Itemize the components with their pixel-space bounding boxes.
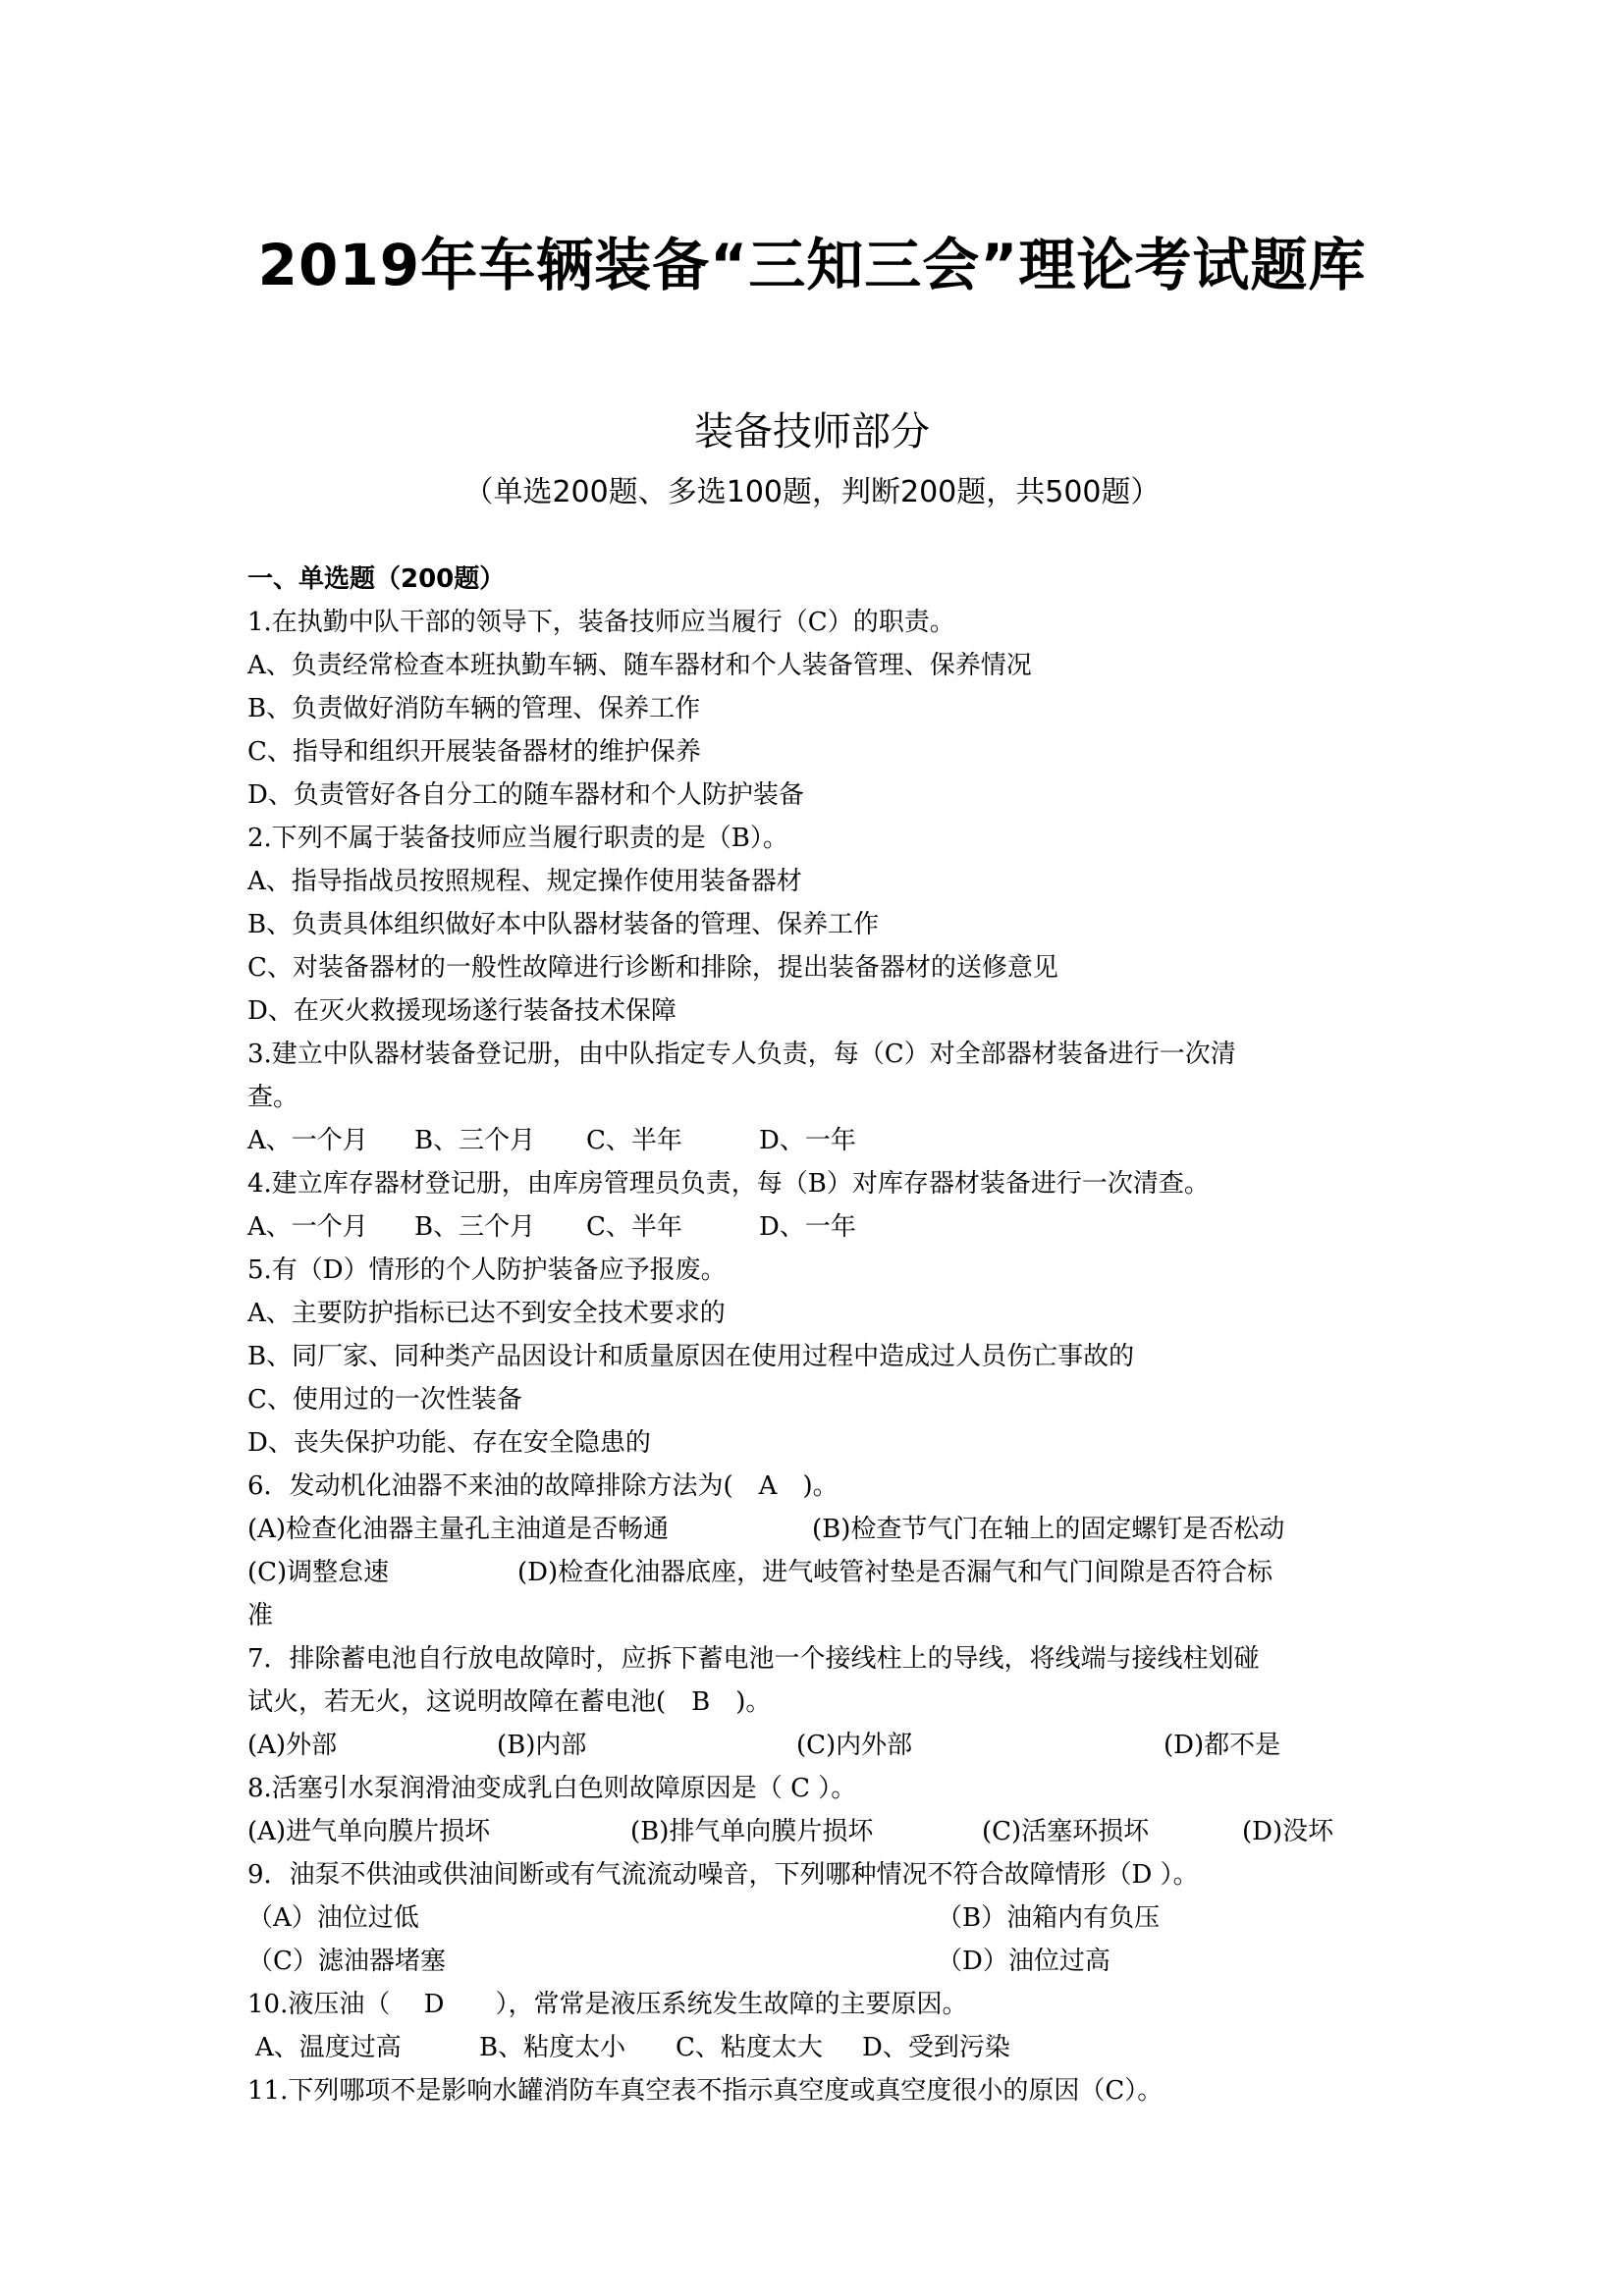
option-d: D、丧失保护功能、存在安全隐患的 [247, 1428, 651, 1458]
question-stem: 4.建立库存器材登记册，由库房管理员负责，每（B）对库存器材装备进行一次清查。 [247, 1169, 1210, 1199]
options-row [247, 1205, 1396, 1249]
question-stem: 11.下列哪项不是影响水罐消防车真空表不指示真空度或真空度很小的原因（C）。 [247, 2076, 1164, 2106]
option-c: （C）滤油器堵塞 [247, 1947, 446, 1976]
section-heading: 一、单选题（200题） [247, 564, 506, 594]
options-row [247, 1896, 1396, 1940]
option-c: C、粘度太大 [676, 2033, 823, 2062]
question-stem: 9．油泵不供油或供油间断或有气流流动噪音，下列哪种情况不符合故障情形（D ）。 [247, 1860, 1199, 1890]
question-stem: 10.液压油（ D ），常常是液压系统发生故障的主要原因。 [247, 1990, 968, 2019]
option-b: B、负责做好消防车辆的管理、保养工作 [247, 694, 701, 723]
option-b: B、粘度太小 [479, 2033, 626, 2062]
option-c: C、对装备器材的一般性故障进行诊断和排除，提出装备器材的送修意见 [247, 953, 1058, 983]
option-a: A、温度过高 [255, 2033, 402, 2062]
question-stem: 3.建立中队器材装备登记册，由中队指定专人负责，每（C）对全部器材装备进行一次清 [247, 1040, 1236, 1069]
option-d: D、一年 [759, 1212, 856, 1242]
question-stem: 2.下列不属于装备技师应当履行职责的是（B）。 [247, 824, 788, 853]
option-c: C、半年 [586, 1212, 682, 1242]
option-d: (D)检查化油器底座，进气岐管衬垫是否漏气和气门间隙是否符合标 [517, 1558, 1273, 1587]
document-title: 2019年车辆装备“三知三会”理论考试题库 [257, 232, 1367, 298]
option-c: (C)调整怠速 [247, 1558, 390, 1587]
question-counts: （单选200题、多选100题，判断200题，共500题） [463, 475, 1161, 509]
question-list [247, 601, 1396, 2112]
options-row [247, 1508, 1396, 1551]
option-a: A、主要防护指标已达不到安全技术要求的 [247, 1299, 726, 1328]
option-b: (B)排气单向膜片损坏 [630, 1817, 874, 1846]
question-stem: 5.有（D）情形的个人防护装备应予报废。 [247, 1255, 727, 1285]
option-a: A、负责经常检查本班执勤车辆、随车器材和个人装备管理、保养情况 [247, 651, 1032, 680]
question-stem-continued: 试火，若无火，这说明故障在蓄电池( B )。 [247, 1687, 772, 1717]
option-d: (D)都不是 [1164, 1731, 1281, 1760]
option-a: (A)外部 [247, 1731, 338, 1760]
option-b: (B)内部 [497, 1731, 587, 1760]
question-stem-continued: 查。 [247, 1083, 299, 1112]
option-d: D、受到污染 [862, 2033, 1010, 2062]
options-row [247, 1724, 1396, 1767]
options-row [247, 1810, 1396, 1853]
option-c: C、使用过的一次性装备 [247, 1385, 522, 1415]
question-stem: 1.在执勤中队干部的领导下，装备技师应当履行（C）的职责。 [247, 608, 955, 637]
question-stem: 7．排除蓄电池自行放电故障时，应拆下蓄电池一个接线柱上的导线，将线端与接线柱划碰 [247, 1644, 1260, 1674]
option-a: A、一个月 [247, 1126, 368, 1155]
option-c: C、半年 [586, 1126, 682, 1155]
option-a: A、指导指战员按照规程、规定操作使用装备器材 [247, 867, 802, 896]
option-b: B、三个月 [414, 1126, 536, 1155]
option-b: B、同厂家、同种类产品因设计和质量原因在使用过程中造成过人员伤亡事故的 [247, 1342, 1135, 1371]
option-d: （D）油位过高 [937, 1947, 1110, 1976]
option-a: A、一个月 [247, 1212, 368, 1242]
options-row [247, 1551, 1396, 1594]
option-b: B、负责具体组织做好本中队器材装备的管理、保养工作 [247, 910, 880, 939]
option-b: （B）油箱内有负压 [937, 1903, 1161, 1933]
options-row [247, 1119, 1396, 1162]
option-d: (D)没坏 [1242, 1817, 1334, 1846]
options-row [247, 2026, 1396, 2069]
option-c: (C)活塞环损坏 [982, 1817, 1150, 1846]
question-stem: 6．发动机化油器不来油的故障排除方法为( A )。 [247, 1471, 839, 1501]
option-a: （A）油位过低 [247, 1903, 419, 1933]
option-c: (C)内外部 [796, 1731, 913, 1760]
options-row [247, 1940, 1396, 1983]
option-a: (A)检查化油器主量孔主油道是否畅通 [247, 1515, 670, 1544]
option-a: (A)进气单向膜片损坏 [247, 1817, 491, 1846]
option-c: C、指导和组织开展装备器材的维护保养 [247, 737, 701, 767]
option-b: B、三个月 [414, 1212, 536, 1242]
option-d: D、负责管好各自分工的随车器材和个人防护装备 [247, 780, 804, 810]
document-subtitle: 装备技师部分 [694, 409, 930, 454]
option-b: (B)检查节气门在轴上的固定螺钉是否松动 [812, 1515, 1285, 1544]
option-d: D、一年 [759, 1126, 856, 1155]
option-d: D、在灭火救援现场遂行装备技术保障 [247, 996, 677, 1026]
question-stem: 8.活塞引水泵润滑油变成乳白色则故障原因是（ C ）。 [247, 1774, 857, 1803]
option-d-continued: 准 [247, 1601, 274, 1630]
